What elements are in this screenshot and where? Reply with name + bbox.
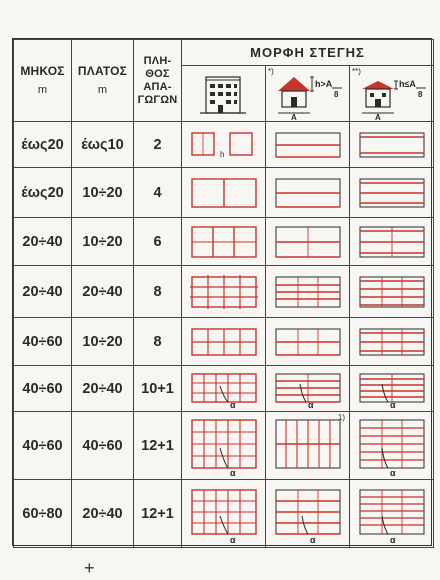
length-cell: 40÷60 (14, 412, 72, 480)
steep-roof-diagram (266, 266, 350, 318)
count-cell: 8 (134, 266, 182, 318)
length-cell: 20÷40 (14, 218, 72, 266)
alpha-label: α (389, 534, 396, 545)
alpha-label: α (389, 399, 396, 410)
shallow-roof-diagram (350, 218, 434, 266)
roof-form-header: ΜΟΡΦΗ ΣΤΕΓΗΣ (182, 40, 434, 66)
pitched-roof-steep-icon (268, 67, 348, 121)
drain-count-table (13, 39, 434, 548)
shallow-roof-diagram (350, 122, 434, 168)
width-cell: 10÷20 (72, 168, 134, 218)
header-row-1 (14, 40, 434, 66)
flat-roof-building-icon (184, 67, 264, 121)
flat-roof-diagram (182, 266, 266, 318)
flat-roof-diagram (182, 480, 266, 548)
length-cell: 60÷80 (14, 480, 72, 548)
flat-roof-diagram (182, 218, 266, 266)
shallow-roof-diagram (350, 318, 434, 366)
count-cell: 10+1 (134, 366, 182, 412)
steep-roof-diagram (266, 122, 350, 168)
svg-text:A: A (374, 112, 381, 121)
steep-roof-diagram (266, 366, 350, 412)
roof-shallow-header: **) h≤A 8 A (350, 66, 434, 122)
steep-roof-diagram (266, 218, 350, 266)
table-row (14, 480, 434, 548)
svg-text:A: A (290, 112, 297, 121)
width-cell: 10÷20 (72, 218, 134, 266)
table-row (14, 366, 434, 412)
width-cell: 20÷40 (72, 366, 134, 412)
svg-text:8: 8 (417, 89, 422, 99)
steep-roof-diagram (266, 318, 350, 366)
svg-text:h≤A: h≤A (398, 78, 416, 89)
steep-roof-diagram (266, 480, 350, 548)
width-cell: έως10 (72, 122, 134, 168)
alpha-label: α (229, 399, 236, 410)
shallow-roof-diagram (350, 266, 434, 318)
svg-text:h>A: h>A (314, 78, 332, 89)
width-header: ΠΛΑΤΟΣ m (72, 40, 134, 122)
length-header: ΜΗΚΟΣ m (14, 40, 72, 122)
alpha-label: α (389, 467, 396, 478)
width-cell: 20÷40 (72, 266, 134, 318)
count-cell: 2 (134, 122, 182, 168)
drain-count-header: ΠΛΗ- ΘΟΣ ΑΠΑ- ΓΩΓΩΝ (134, 40, 182, 122)
flat-roof-diagram (182, 318, 266, 366)
count-cell: 8 (134, 318, 182, 366)
roof-steep-header: *) h>A 8 A (266, 66, 350, 122)
length-cell: έως20 (14, 168, 72, 218)
table-row (14, 412, 434, 480)
drain-table-sheet (12, 38, 432, 546)
flat-roof-diagram (182, 168, 266, 218)
width-cell: 40÷60 (72, 412, 134, 480)
count-cell: 12+1 (134, 480, 182, 548)
shallow-roof-diagram (350, 412, 434, 480)
length-cell: 40÷60 (14, 366, 72, 412)
count-cell: 4 (134, 168, 182, 218)
roof-flat-header (182, 66, 266, 122)
h-mark-label: h (219, 149, 224, 159)
shallow-roof-diagram (350, 366, 434, 412)
table-row (14, 266, 434, 318)
width-cell: 10÷20 (72, 318, 134, 366)
pitched-roof-shallow-icon (352, 67, 432, 121)
table-row (14, 168, 434, 218)
length-cell: 20÷40 (14, 266, 72, 318)
length-cell: 40÷60 (14, 318, 72, 366)
flat-roof-diagram (182, 366, 266, 412)
alpha-label: α (309, 534, 316, 545)
svg-text:8: 8 (333, 89, 338, 99)
width-cell: 20÷40 (72, 480, 134, 548)
count-cell: 12+1 (134, 412, 182, 480)
alpha-label: α (307, 399, 314, 410)
registration-cross-mark: + (84, 558, 95, 578)
table-row (14, 122, 434, 168)
steep-roof-diagram: 1) (266, 412, 350, 480)
flat-roof-diagram (182, 122, 266, 168)
flat-roof-diagram (182, 412, 266, 480)
alpha-label: α (229, 467, 236, 478)
length-cell: έως20 (14, 122, 72, 168)
count-cell: 6 (134, 218, 182, 266)
shallow-roof-diagram (350, 480, 434, 548)
table-row (14, 318, 434, 366)
table-row (14, 218, 434, 266)
steep-roof-diagram (266, 168, 350, 218)
shallow-roof-diagram (350, 168, 434, 218)
alpha-label: α (229, 534, 236, 545)
